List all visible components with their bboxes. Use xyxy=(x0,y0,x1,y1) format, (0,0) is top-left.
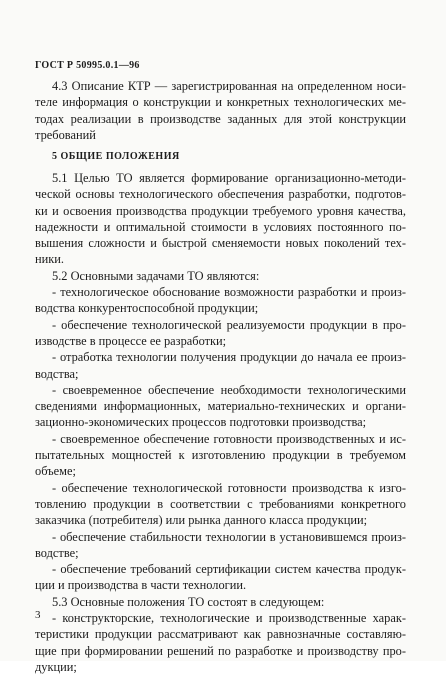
text-line: - технологическое обоснование возможности разработки и произ- xyxy=(52,285,406,300)
text-line: водства конкурентоспособной продукции; xyxy=(35,301,259,316)
text-line: теле информация о конструкции и конкретных технологических ме- xyxy=(35,95,406,110)
text-line: тодах реализации в производстве заданных для этой конструкции xyxy=(35,111,406,126)
text-line: 4.3 Описание КТР — зарегистрированная на определенном носи- xyxy=(52,79,406,93)
text-line: - обеспечение технологической готовности производства к изго- xyxy=(52,480,406,495)
text-line: 5.3 Основные положения ТО состоят в следующем: xyxy=(52,594,325,609)
text-line: - конструкторские, технологические и производственные харак- xyxy=(52,611,406,626)
text-line: вышения сложности и быстрой сменяемости новых поколений тех- xyxy=(35,236,406,251)
text-line: пытательных мощностей к изготовлению продукции в требуемом xyxy=(35,448,406,463)
text-line: ники. xyxy=(35,252,65,267)
standard-code-header: ГОСТ Р 50995.0.1—96 xyxy=(35,60,140,71)
text-line: сведениями информационных, материально-технических и органи- xyxy=(35,399,406,414)
section-5-body xyxy=(35,170,406,675)
text-line: - своевременное обеспечение готовности производственных и ис- xyxy=(52,431,406,446)
text-line: - отработка технологии получения продукции до начала ее произ- xyxy=(52,350,406,365)
text-line: щие при формировании решений по разработке и производству про- xyxy=(35,643,406,658)
text-line: ки и освоения производства продукции требуемого уровня качества, xyxy=(35,203,406,218)
text-line: товлению продукции в соответствии с требованиями конкретного xyxy=(35,496,406,511)
text-line: заказчика (потребителя) или рынка данного класса продукции; xyxy=(35,513,368,528)
text-line: теристики продукции рассматривают как равнозначные составляю- xyxy=(35,627,406,642)
text-line: ческой основы технологического обеспечения разработки, подготов- xyxy=(35,187,406,202)
page-number: 3 xyxy=(35,609,41,621)
text-line: - обеспечение технологической реализуемости продукции в про- xyxy=(52,317,406,332)
text-line: ции и производства в части технологии. xyxy=(35,578,247,593)
text-line: - обеспечение требований сертификации систем качества продук- xyxy=(52,562,406,577)
text-line: зационно-экономических процессов подготовки производства; xyxy=(35,415,367,430)
text-line: надежности и оптимальной стоимости в условиях постоянного по- xyxy=(35,219,406,234)
text-line: дукции; xyxy=(35,659,77,674)
text-line: водстве; xyxy=(35,545,79,560)
text-line: 5.1 Целью ТО является формирование организационно-методи- xyxy=(52,171,406,185)
text-line: 5.2 Основными задачами ТО являются: xyxy=(52,268,260,283)
text-line: водства; xyxy=(35,366,79,381)
text-line: - обеспечение стабильности технологии в установившемся произ- xyxy=(52,529,406,544)
text-line: изводстве в процессе ее разработки; xyxy=(35,333,227,348)
section-title: 5 ОБЩИЕ ПОЛОЖЕНИЯ xyxy=(52,151,180,162)
text-line: требований xyxy=(35,127,96,142)
text-line: объеме; xyxy=(35,464,76,479)
text-line: - своевременное обеспечение необходимости технологическими xyxy=(52,382,406,397)
paragraph-4-3 xyxy=(35,78,406,143)
